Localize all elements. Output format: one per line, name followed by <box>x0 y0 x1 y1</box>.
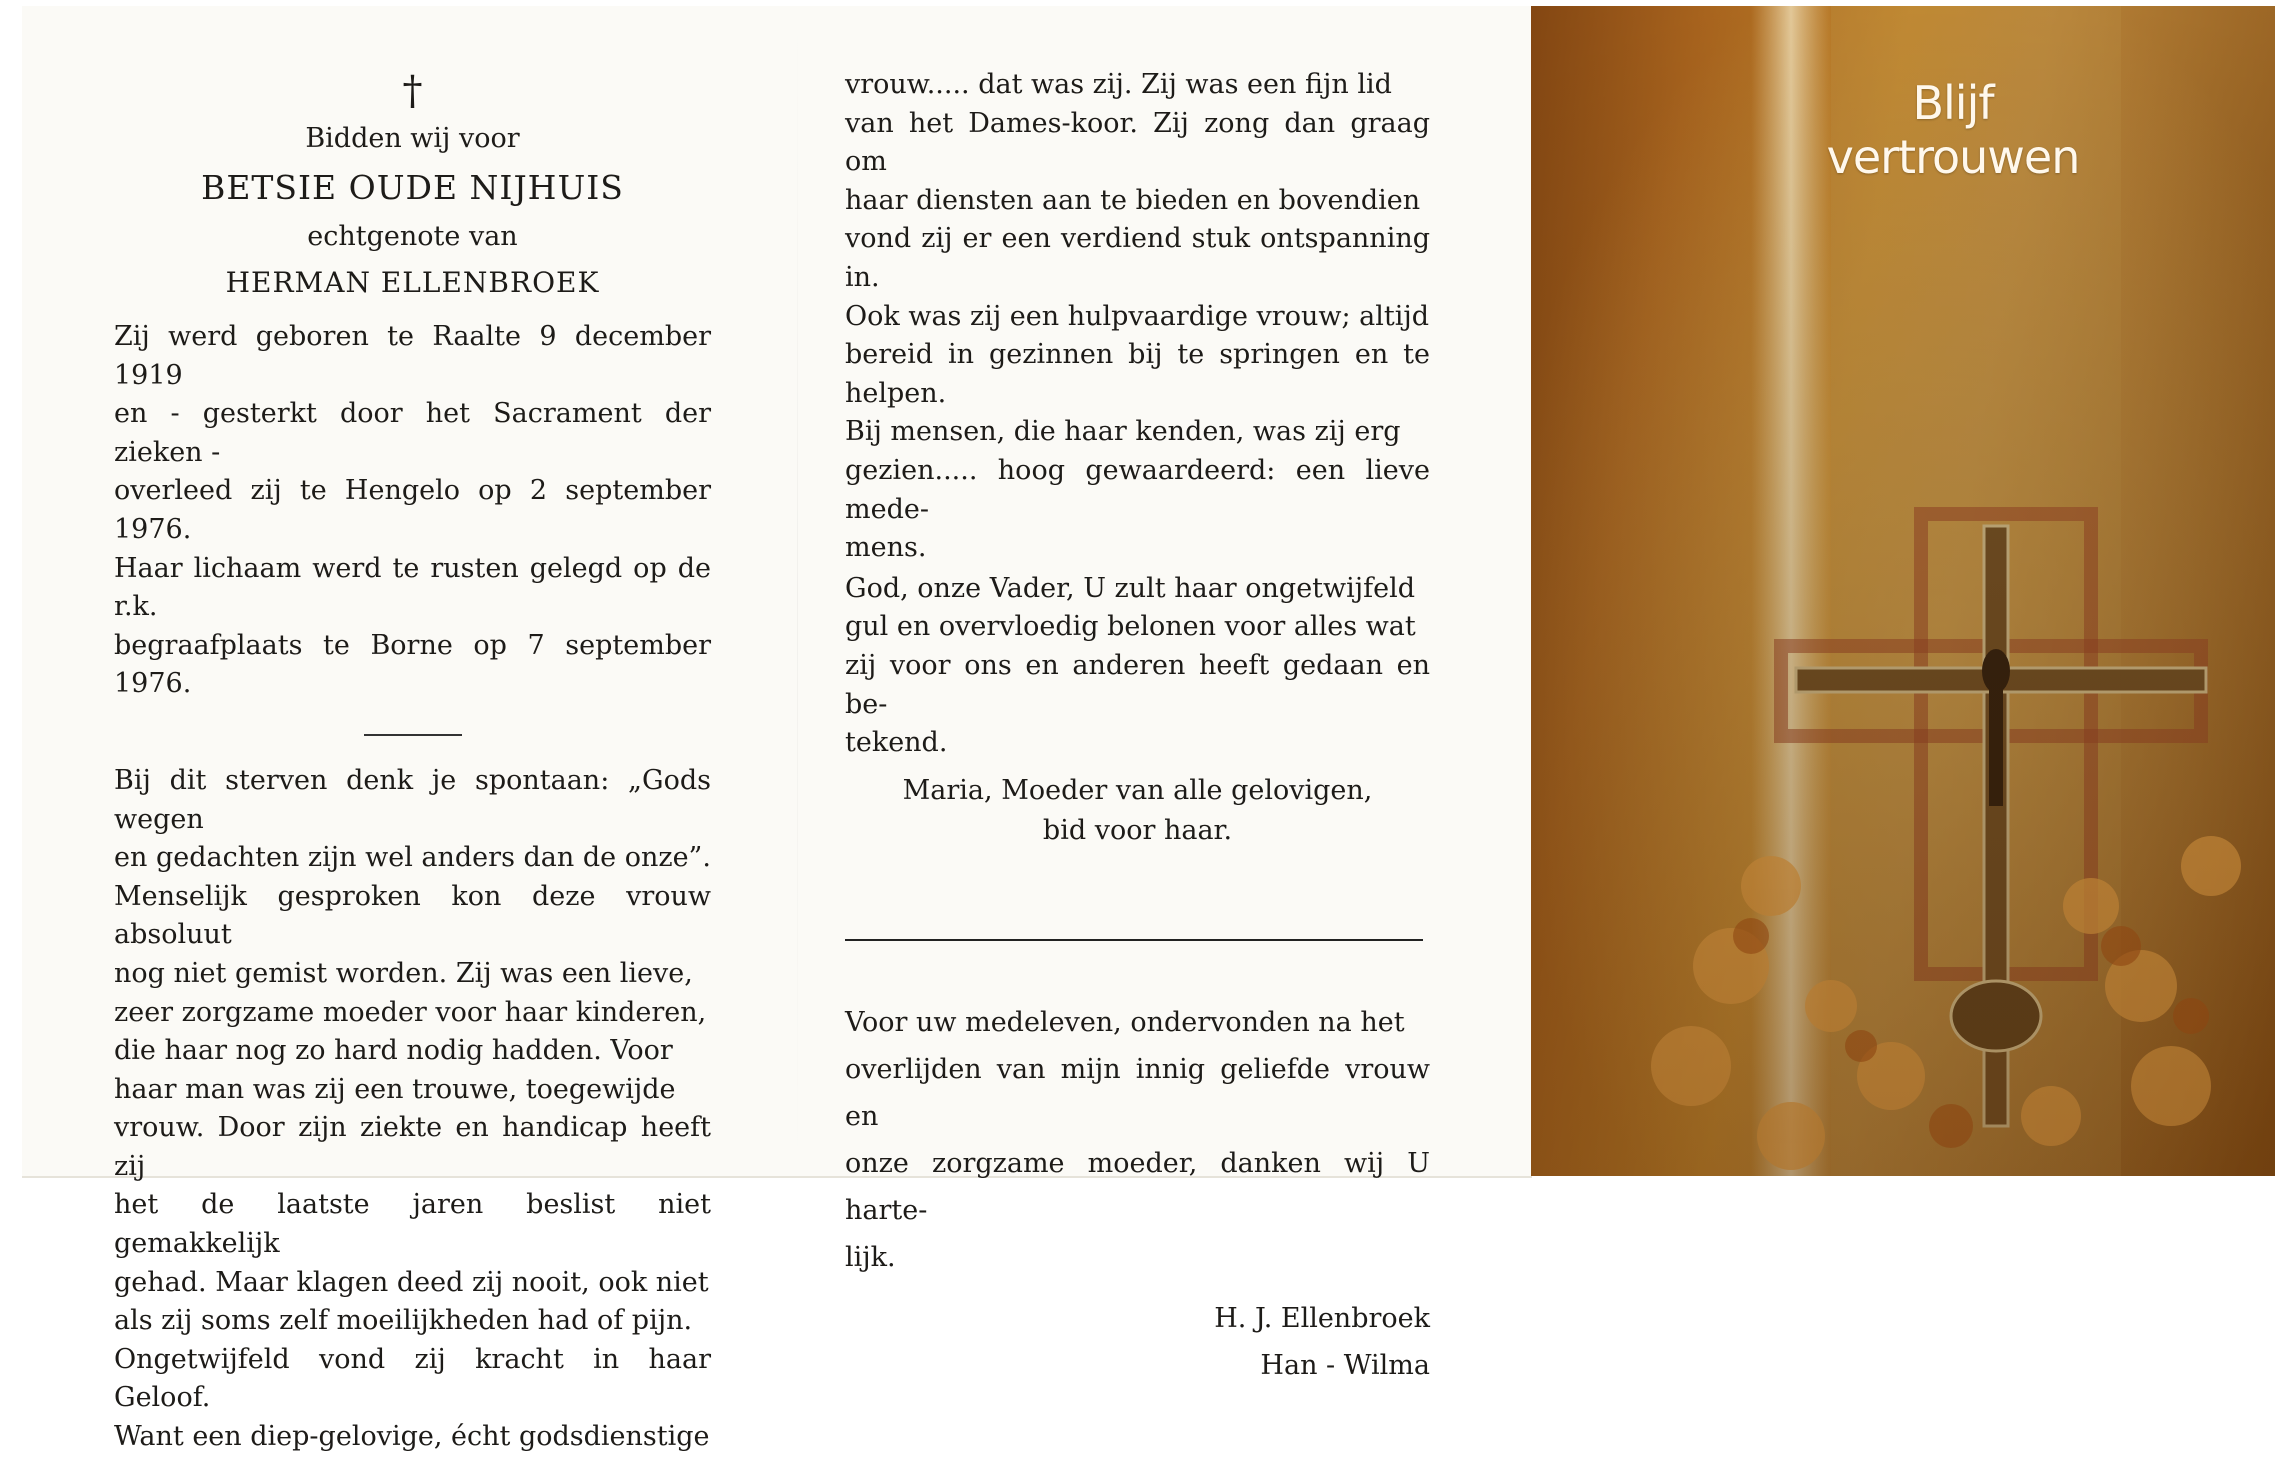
middle-page <box>845 66 1430 1389</box>
closing-line: zij voor ons en anderen heeft gedaan en be- <box>845 649 1430 720</box>
divider-long <box>845 939 1423 941</box>
signature <box>845 1295 1430 1389</box>
thanks-paragraph <box>845 999 1430 1281</box>
memorial-line: vrouw. Door zijn ziekte en handicap heeft zij <box>114 1112 711 1182</box>
front-card <box>1531 6 2275 1176</box>
spouse-name: HERMAN ELLENBROEK <box>225 266 600 299</box>
continuation-line: Bij mensen, die haar kenden, was zij erg <box>845 416 1401 448</box>
left-page <box>114 66 711 1457</box>
memorial-line: Bij dit sterven denk je spontaan: „Gods wegen <box>114 764 711 835</box>
memorial-card-inside <box>22 6 1532 1453</box>
fold-line <box>797 6 798 1176</box>
memorial-line: gehad. Maar klagen deed zij nooit, ook niet <box>114 1266 709 1298</box>
prayer-line: Maria, Moeder van alle gelovigen, <box>902 774 1373 806</box>
bio-line: overleed zij te Hengelo op 2 september 1976. <box>114 475 711 545</box>
prayer-line: bid voor haar. <box>1042 814 1233 846</box>
memorial-line: als zij soms zelf moeilijkheden had of pijn. <box>114 1305 693 1337</box>
closing-line: gul en overvloedig belonen voor alles wat <box>845 611 1416 643</box>
closing-paragraph <box>845 570 1430 763</box>
continuation-line: mens. <box>845 532 927 564</box>
thanks-line: overlijden van mijn innig geliefde vrouw en <box>845 1053 1430 1132</box>
continuation-line: Ook was zij een hulpvaardige vrouw; altijd <box>845 300 1430 332</box>
continuation-line: gezien..... hoog gewaardeerd: een lieve mede- <box>845 454 1430 525</box>
thanks-line: onze zorgzame moeder, danken wij U harte- <box>845 1147 1430 1226</box>
prayer <box>845 771 1430 851</box>
memorial-line: nog niet gemist worden. Zij was een lieve, <box>114 957 693 989</box>
bio-line: begraafplaats te Borne op 7 september 1976. <box>114 629 711 700</box>
bio-line: Haar lichaam werd te rusten gelegd op de r.k. <box>114 552 711 623</box>
divider-short <box>364 734 462 736</box>
thanks-line: lijk. <box>845 1241 896 1273</box>
card-title-line-2: vertrouwen <box>1826 130 2080 184</box>
memorial-line: en gedachten zijn wel anders dan de onze”. <box>114 842 711 874</box>
continuation-line: vond zij er een verdiend stuk ontspanning in. <box>845 223 1430 293</box>
spouse-intro: echtgenote van <box>307 221 518 252</box>
continuation-line: vrouw..... dat was zij. Zij was een fijn lid <box>845 69 1392 100</box>
memorial-line: Menselijk gesproken kon deze vrouw absoluut <box>114 880 711 951</box>
thanks-line: Voor uw medeleven, ondervonden na het <box>845 1006 1405 1038</box>
intro-text: Bidden wij voor <box>305 123 520 154</box>
card-title-line-1: Blijf <box>1912 76 1994 130</box>
signature-line: H. J. Ellenbroek <box>1214 1302 1430 1334</box>
memorial-line: Want een diep-gelovige, écht godsdienstige <box>114 1421 710 1453</box>
memorial-line: het de laatste jaren beslist niet gemakkelijk <box>114 1189 711 1260</box>
memorial-paragraph <box>114 762 711 1457</box>
cross-symbol: † <box>402 68 423 114</box>
bio-line: Zij werd geboren te Raalte 9 december 1919 <box>114 321 711 391</box>
bio-line: en - gesterkt door het Sacrament der zieken - <box>114 398 711 468</box>
memorial-line: zeer zorgzame moeder voor haar kinderen, <box>114 996 707 1028</box>
memorial-line: Ongetwijfeld vond zij kracht in haar Geloof. <box>114 1343 711 1414</box>
continuation-line: bereid in gezinnen bij te springen en te helpen. <box>845 339 1430 409</box>
bio-paragraph <box>114 318 711 704</box>
signature-line: Han - Wilma <box>1260 1349 1430 1381</box>
memorial-line: haar man was zij een trouwe, toegewijde <box>114 1073 676 1105</box>
memorial-line: die haar nog zo hard nodig hadden. Voor <box>114 1035 673 1067</box>
closing-line: God, onze Vader, U zult haar ongetwijfeld <box>845 572 1416 604</box>
deceased-name: BETSIE OUDE NIJHUIS <box>201 168 624 207</box>
continuation-line: van het Dames-koor. Zij zong dan graag om <box>845 107 1430 178</box>
closing-line: tekend. <box>845 727 948 759</box>
card-title <box>1531 76 2275 184</box>
continuation-line: haar diensten aan te bieden en bovendien <box>845 184 1421 216</box>
continuation-paragraph <box>845 66 1430 568</box>
